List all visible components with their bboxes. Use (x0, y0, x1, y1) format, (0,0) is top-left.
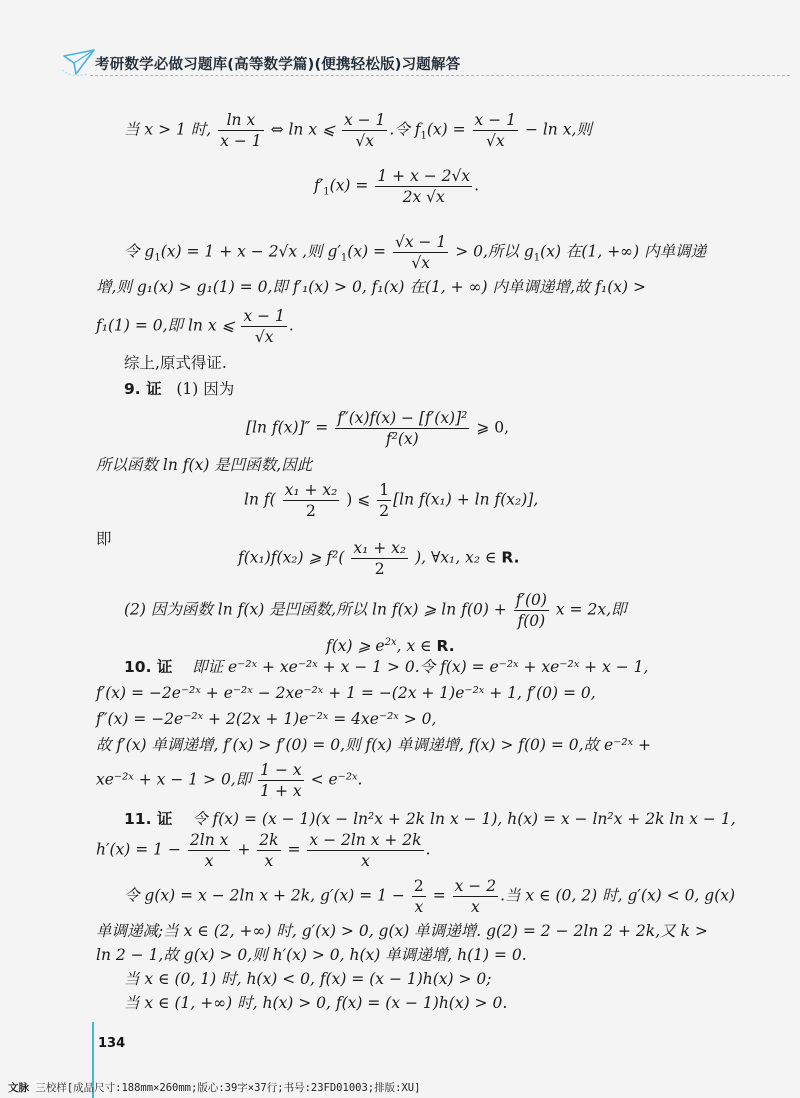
fraction (342, 110, 387, 151)
line-3 (124, 232, 706, 273)
text: < e⁻²ˣ. (310, 770, 363, 789)
line-22 (124, 876, 735, 917)
line-24: ln 2 − 1,故 g(x) > 0,则 h′(x) > 0, h(x) 单调递增, h(1) = 0. (96, 946, 527, 964)
line-7 (124, 376, 234, 402)
footer-brand: 文脉 (8, 1082, 29, 1094)
text: 当 x > 1 时, (124, 120, 212, 139)
text: , x ∈ (396, 637, 432, 656)
text: f′ (314, 176, 324, 195)
text: − ln x,则 (524, 120, 592, 139)
text: . (474, 176, 480, 195)
line-1 (124, 110, 592, 151)
numerator: 2ln x (189, 831, 229, 849)
text: (x) = (347, 242, 387, 261)
header-title: 考研数学必做习题库(高等数学篇)(便携轻松版)习题解答 (95, 57, 461, 73)
text: ) ⩽ (346, 490, 371, 509)
real-set: R. (436, 637, 455, 656)
footer-info: 三校样[成品尺寸:188mm×260mm;版心:39字×37行;书号:23FD01003;排版:XU] (35, 1082, 421, 1094)
numerator: 1 (379, 481, 390, 499)
line-10 (244, 480, 538, 521)
numerator: x − 1 (243, 307, 285, 325)
text: f(x₁)f(x₂) ⩾ f²( (238, 548, 345, 567)
text: = (287, 840, 301, 859)
text: (x) = (329, 176, 369, 195)
text: 令 g(x) = x − 2ln x + 2k, g′(x) = 1 − (124, 886, 405, 905)
numerator: f′(0) (515, 591, 547, 609)
numerator: 2k (259, 831, 279, 849)
superscript: 2x (384, 637, 397, 648)
numerator: f″(x)f(x) − [f′(x)]² (337, 409, 468, 427)
fraction (351, 538, 408, 579)
denominator: 1 + x (260, 782, 302, 800)
line-19 (96, 760, 362, 801)
line-11: 即 (96, 530, 112, 548)
fraction (514, 590, 549, 631)
header-rule (90, 75, 790, 76)
text: [ln f(x)]″ = (246, 418, 329, 437)
denominator: x − 1 (220, 132, 262, 150)
fraction (188, 830, 230, 871)
text: ⩾ 0, (476, 418, 510, 437)
fraction (453, 876, 498, 917)
denominator: x (470, 898, 480, 916)
line-13 (124, 590, 627, 631)
line-15 (124, 654, 648, 680)
line-6: 综上,原式得证. (124, 354, 227, 372)
numerator: x − 2 (454, 877, 497, 895)
line-25: 当 x ∈ (0, 1) 时, h(x) < 0, f(x) = (x − 1)h(x) > 0; (124, 970, 492, 988)
fraction (335, 408, 469, 449)
text: (1) 因为 (176, 380, 235, 398)
text: (x) = 1 + x − 2√x ,则 g′ (160, 242, 341, 261)
denominator: x (204, 852, 214, 870)
denominator: f(0) (517, 612, 546, 630)
subscript: 1 (340, 252, 348, 264)
text: xe⁻²ˣ + x − 1 > 0,即 (96, 770, 252, 789)
fraction (375, 166, 472, 207)
text: ), ∀x₁, x₂ ∈ (415, 548, 497, 567)
numerator: √x − 1 (394, 233, 447, 251)
text: [ln f(x₁) + ln f(x₂)], (393, 490, 539, 509)
line-4: 增,则 g₁(x) > g₁(1) = 0,即 f′₁(x) > 0, f₁(x) 在(1, + ∞) 内单调递增,故 f₁(x) > (96, 278, 647, 296)
text: x = 2x,即 (555, 600, 627, 619)
subscript: 1 (154, 252, 161, 264)
line-16: f′(x) = −2e⁻²ˣ + e⁻²ˣ − 2xe⁻²ˣ + 1 = −(2x + 1)e⁻²ˣ + 1, f′(0) = 0, (96, 684, 596, 702)
text: f₁(1) = 0,即 ln x ⩽ (96, 316, 235, 335)
denominator: x (361, 852, 370, 870)
text: ⇔ ln x ⩽ (270, 120, 335, 139)
line-5 (96, 306, 294, 347)
fraction (241, 306, 286, 347)
running-header (62, 48, 762, 82)
fraction (307, 830, 423, 871)
numerator: x₁ + x₂ (353, 539, 407, 557)
fraction (218, 110, 263, 151)
text: . (288, 316, 294, 335)
fraction (283, 480, 340, 521)
paper-plane-icon (62, 48, 96, 78)
subscript: 1 (533, 252, 541, 264)
line-9: 所以函数 ln f(x) 是凹函数,因此 (96, 456, 313, 474)
denominator: x (414, 898, 424, 916)
line-21 (96, 830, 431, 871)
problem-number: 9. 证 (124, 380, 162, 398)
problem-number: 11. 证 (124, 810, 173, 828)
text: .令 f (389, 120, 421, 139)
line-12 (238, 538, 520, 579)
fraction (473, 110, 518, 151)
denominator: √x (485, 132, 505, 150)
text: (2) 因为函数 ln f(x) 是凹函数,所以 ln f(x) ⩾ ln f(0) + (124, 600, 507, 619)
denominator: √x (411, 254, 430, 272)
text: (x) = (426, 120, 466, 139)
fraction (393, 232, 448, 273)
denominator: 2 (374, 560, 385, 578)
numerator: 1 + x − 2√x (377, 167, 471, 185)
text: 令 g (124, 242, 155, 261)
problem-number: 10. 证 (124, 658, 173, 676)
text: (x) 在(1, +∞) 内单调递 (540, 242, 707, 261)
denominator: 2x √x (402, 188, 445, 206)
text: . (425, 840, 431, 859)
numerator: 1 − x (260, 761, 302, 779)
subscript: 1 (420, 130, 427, 142)
page-number: 134 (98, 1036, 126, 1051)
numerator: 2 (413, 877, 424, 895)
real-set: R. (501, 548, 520, 567)
print-footer (8, 1080, 420, 1095)
denominator: f²(x) (385, 430, 419, 448)
fraction (412, 876, 426, 917)
text: ln f( (244, 490, 276, 509)
numerator: x − 1 (474, 111, 516, 129)
denominator: √x (254, 328, 274, 346)
text: h′(x) = 1 − (96, 840, 181, 859)
line-23: 单调递减;当 x ∈ (2, +∞) 时, g′(x) > 0, g(x) 单调递增. g(2) = 2 − 2ln 2 + 2k,又 k > (96, 922, 708, 940)
line-2 (314, 166, 479, 207)
denominator: √x (355, 132, 374, 150)
fraction (257, 830, 280, 871)
denominator: x (264, 852, 274, 870)
text: = (432, 886, 446, 905)
fraction (258, 760, 303, 801)
numerator: x − 2ln x + 2k (309, 831, 422, 849)
line-26: 当 x ∈ (1, +∞) 时, h(x) > 0, f(x) = (x − 1)h(x) > 0. (124, 994, 508, 1012)
line-17: f″(x) = −2e⁻²ˣ + 2(2x + 1)e⁻²ˣ = 4xe⁻²ˣ > 0, (96, 710, 437, 728)
subscript: 1 (323, 186, 330, 198)
line-18: 故 f′(x) 单调递增, f′(x) > f′(0) = 0,则 f(x) 单调递增, f(x) > f(0) = 0,故 e⁻²ˣ + (96, 736, 652, 754)
numerator: x − 1 (343, 111, 386, 129)
line-20 (124, 806, 736, 832)
line-8 (246, 408, 509, 449)
denominator: 2 (379, 502, 390, 520)
text: .当 x ∈ (0, 2) 时, g′(x) < 0, g(x) (500, 886, 736, 905)
text: + (237, 840, 251, 859)
fraction (377, 480, 391, 521)
denominator: 2 (306, 502, 316, 520)
text: 即证 e⁻²ˣ + xe⁻²ˣ + x − 1 > 0.令 f(x) = e⁻²ˣ + xe⁻²ˣ + x − 1, (192, 658, 649, 676)
text: > 0,所以 g (455, 242, 534, 261)
numerator: ln x (218, 110, 263, 131)
text: 令 f(x) = (x − 1)(x − ln²x + 2k ln x − 1), h(x) = x − ln²x + 2k ln x − 1, (192, 810, 736, 828)
numerator: x₁ + x₂ (284, 481, 338, 499)
text: f(x) ⩾ e (326, 637, 385, 656)
